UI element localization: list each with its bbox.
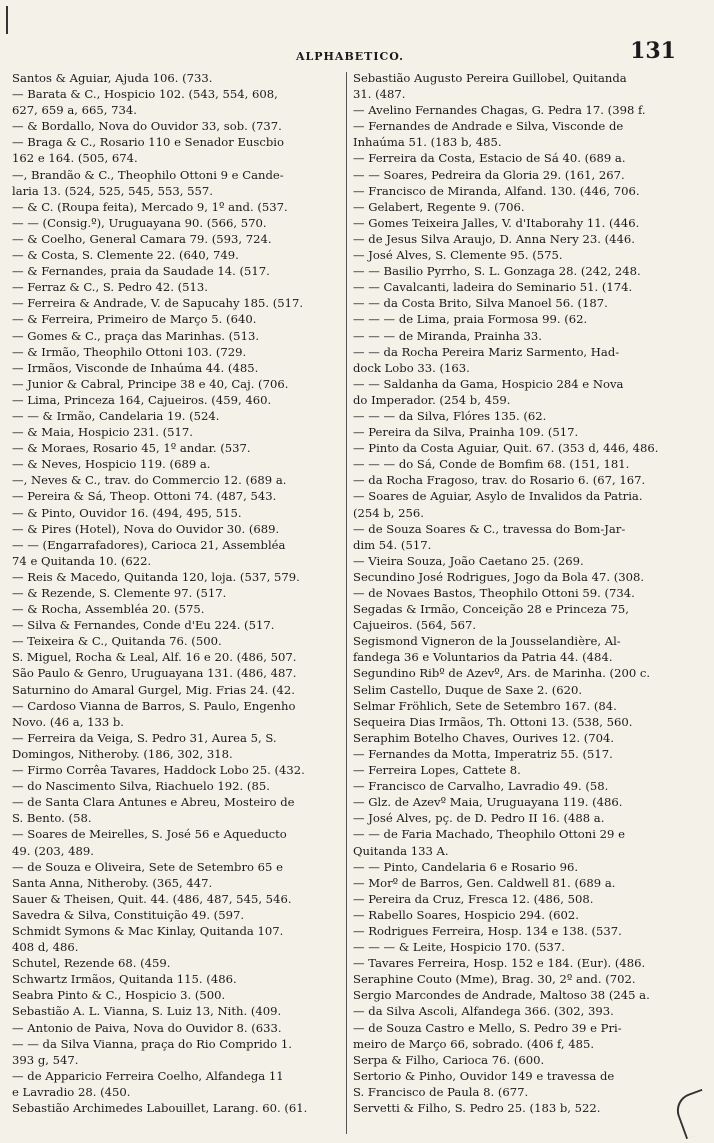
directory-line: 408 d, 486. [12,940,79,955]
directory-line: — — da Silva Vianna, praça do Rio Comprido 1. [12,1036,292,1051]
directory-line: — Antonio de Paiva, Nova do Ouvidor 8. (633. [12,1020,282,1035]
directory-line: Sebastião Archimedes Labouillet, Larang. 60. (61. [12,1101,308,1115]
directory-line: — de Souza Soares & C., travessa do Bom-Jar- [353,521,626,536]
directory-line: — do Nascimento Silva, Riachuelo 192. (85. [12,779,270,794]
directory-line: Sauer & Theisen, Quit. 44. (486, 487, 545, 546. [12,891,292,906]
directory-line: — — Basilio Pyrrho, S. L. Gonzaga 28. (242, 248. [353,264,641,279]
directory-line: (254 b, 256. [353,505,424,520]
directory-line: Sebastião Augusto Pereira Guillobel, Quitanda [353,71,627,85]
page-number: 131 [630,38,676,64]
directory-line: — Teixeira & C., Quitanda 76. (500. [12,634,222,649]
directory-line: Santa Anna, Nitheroby. (365, 447. [12,875,213,890]
directory-line: — Rodrigues Ferreira, Hosp. 134 e 138. (537. [353,923,622,938]
directory-line: 31. (487. [353,87,406,102]
directory-line: Selmar Fröhlich, Sete de Setembro 167. (84. [353,698,617,713]
directory-line: Saturnino do Amaral Gurgel, Mig. Frias 24. (42. [12,682,295,697]
directory-line: — — Cavalcanti, ladeira do Seminario 51. (174. [353,280,633,295]
directory-line: Quitanda 133 A. [353,843,449,858]
directory-line: — José Alves, S. Clemente 95. (575. [353,248,563,263]
directory-line: Savedra & Silva, Constituição 49. (597. [12,907,245,922]
directory-line: — Firmo Corrêa Tavares, Haddock Lobo 25. (432. [12,763,305,778]
directory-line: dim 54. (517. [353,537,432,552]
directory-line: — — & Irmão, Candelaria 19. (524. [12,408,220,423]
directory-line: — Fernandes de Andrade e Silva, Visconde de [353,119,624,134]
directory-line: — Barata & C., Hospicio 102. (543, 554, 608, [12,87,278,102]
directory-line: — & Neves, Hospicio 119. (689 a. [12,457,211,472]
directory-line: — — Pinto, Candelaria 6 e Rosario 96. [353,859,579,874]
directory-line: 162 e 164. (505, 674. [12,151,138,166]
directory-line: Segismond Vigneron de la Jousselandière, Al- [353,634,621,649]
directory-line: — — de Faria Machado, Theophilo Ottoni 29 e [353,827,625,842]
directory-line: — da Rocha Fragoso, trav. do Rosario 6. (67, 167. [353,473,646,488]
directory-line: — Pinto da Costa Aguiar, Quit. 67. (353 d, 446, 486. [353,441,659,456]
margin-mark [6,6,8,34]
directory-line: — — (Consig.º), Uruguayana 90. (566, 570. [12,215,267,230]
directory-line: — & Costa, S. Clemente 22. (640, 749. [12,248,239,263]
directory-line: — Junior & Cabral, Principe 38 e 40, Caj. (706. [12,376,289,391]
directory-line: Novo. (46 a, 133 b. [12,714,124,729]
directory-line: — Tavares Ferreira, Hosp. 152 e 184. (Eur). (486. [353,956,646,971]
directory-line: laria 13. (524, 525, 545, 553, 557. [12,183,213,198]
directory-line: — Ferreira da Costa, Estacio de Sá 40. (689 a. [353,151,626,166]
directory-line: —, Brandão & C., Theophilo Ottoni 9 e Cande- [12,167,284,182]
directory-line: — & Pires (Hotel), Nova do Ouvidor 30. (689. [12,521,280,536]
directory-line: dock Lobo 33. (163. [353,360,470,375]
directory-line: — Pereira da Silva, Prainha 109. (517. [353,425,579,440]
directory-line: — de Santa Clara Antunes e Abreu, Mosteiro de [12,795,295,810]
directory-line: — & Maia, Hospicio 231. (517. [12,425,193,440]
directory-line: — Ferreira Lopes, Cattete 8. [353,763,521,778]
directory-line: — & Rocha, Assembléa 20. (575. [12,602,205,617]
directory-line: Schmidt Symons & Mac Kinlay, Quitanda 107. [12,923,284,938]
directory-line: meiro de Março 66, sobrado. (406 f, 485. [353,1036,595,1051]
directory-line: — & Irmão, Theophilo Ottoni 103. (729. [12,344,247,359]
directory-line: do Imperador. (254 b, 459. [353,392,511,407]
directory-line: fandega 36 e Voluntarios da Patria 44. (484. [353,650,613,665]
directory-line: — Silva & Fernandes, Conde d'Eu 224. (517. [12,618,275,633]
directory-line: Serpa & Filho, Carioca 76. (600. [353,1052,545,1067]
directory-line: — Cardoso Vianna de Barros, S. Paulo, Engenho [12,698,296,713]
directory-line: — Gelabert, Regente 9. (706. [353,199,525,214]
directory-line: — & C. (Roupa feita), Mercado 9, 1º and. (537. [12,199,288,214]
directory-line: 74 e Quitanda 10. (622. [12,553,152,568]
directory-line: Seraphine Couto (Mme), Brag. 30, 2º and. (702. [353,972,636,987]
directory-line: — José Alves, pç. de D. Pedro II 16. (488 a. [353,811,605,826]
directory-line: — da Silva Ascoli, Alfandega 366. (302, 393. [353,1004,614,1019]
directory-line: Sequeira Dias Irmãos, Th. Ottoni 13. (538, 560. [353,714,633,729]
directory-line: Schwartz Irmãos, Quitanda 115. (486. [12,972,237,987]
directory-line: — Braga & C., Rosario 110 e Senador Euscbio [12,135,284,150]
directory-line: Seraphim Botelho Chaves, Ourives 12. (704. [353,730,615,745]
directory-line: — de Novaes Bastos, Theophilo Ottoni 59. (734. [353,586,635,600]
directory-line: — Fernandes da Motta, Imperatriz 55. (517. [353,746,613,761]
directory-line: — Vieira Souza, João Caetano 25. (269. [353,553,584,568]
directory-line: — — — de Miranda, Prainha 33. [353,328,542,343]
directory-line: Schutel, Rezende 68. (459. [12,956,171,971]
directory-line: — de Jesus Silva Araujo, D. Anna Nery 23. (446. [353,231,635,246]
directory-line: — — Saldanha da Gama, Hospicio 284 e Nova [353,376,624,391]
directory-line: —, Neves & C., trav. do Commercio 12. (689 a. [12,473,287,488]
directory-line: — Pereira & Sá, Theop. Ottoni 74. (487, 543. [12,489,277,504]
directory-line: — & Ferreira, Primeiro de Março 5. (640. [12,312,257,327]
directory-line: Servetti & Filho, S. Pedro 25. (183 b, 522. [353,1101,601,1115]
directory-line: — & Coelho, General Camara 79. (593, 724. [12,231,272,246]
directory-line: — Rabello Soares, Hospicio 294. (602. [353,907,579,922]
directory-line: Sertorio & Pinho, Ouvidor 149 e travessa de [353,1068,615,1083]
directory-line: — Gomes & C., praça das Marinhas. (513. [12,328,260,343]
directory-line: Domingos, Nitheroby. (186, 302, 318. [12,746,233,761]
directory-line: — de Apparicio Ferreira Coelho, Alfandega 11 [12,1068,284,1083]
directory-line: S. Miguel, Rocha & Leal, Alf. 16 e 20. (486, 507. [12,650,297,665]
directory-line: — Reis & Macedo, Quitanda 120, loja. (537, 579. [12,569,300,584]
directory-line: — Glz. de Azevº Maia, Uruguayana 119. (486. [353,795,623,810]
directory-line: — Soares de Meirelles, S. José 56 e Aqueducto [12,827,287,842]
right-column [353,70,684,1116]
directory-line: 49. (203, 489. [12,843,94,858]
directory-line: — Soares de Aguiar, Asylo de Invalidos da Patria. [353,489,643,504]
directory-line: — & Rezende, S. Clemente 97. (517. [12,586,227,600]
directory-line: Sergio Marcondes de Andrade, Maltoso 38 (245 a. [353,988,650,1003]
left-column [12,70,346,1116]
directory-line: Segadas & Irmão, Conceição 28 e Princeza 75, [353,602,629,617]
directory-line: — — da Costa Brito, Silva Manoel 56. (187. [353,296,608,311]
running-title: ALPHABETICO. [296,50,405,63]
directory-line: 627, 659 a, 665, 734. [12,103,137,118]
directory-line: S. Bento. (58. [12,811,92,826]
page-header [0,38,714,68]
directory-line: Selim Castello, Duque de Saxe 2. (620. [353,682,583,697]
directory-line: — & Pinto, Ouvidor 16. (494, 495, 515. [12,505,242,520]
directory-line: — de Souza Castro e Mello, S. Pedro 39 e Pri- [353,1020,622,1035]
directory-line: — Francisco de Carvalho, Lavradio 49. (58. [353,779,609,794]
directory-line: — Avelino Fernandes Chagas, G. Pedra 17. (398 f. [353,103,646,118]
directory-line: — Gomes Teixeira Jalles, V. d'Itaborahy 11. (446. [353,215,640,230]
directory-line: — Pereira da Cruz, Fresca 12. (486, 508. [353,891,594,906]
directory-line: Santos & Aguiar, Ajuda 106. (733. [12,71,213,85]
directory-line: — — — & Leite, Hospicio 170. (537. [353,940,565,955]
directory-line: e Lavradio 28. (450. [12,1084,131,1099]
directory-line: — & Moraes, Rosario 45, 1º andar. (537. [12,441,251,456]
directory-line: Segundino Ribº de Azevº, Ars. de Marinha. (200 c. [353,666,651,681]
directory-line: — Francisco de Miranda, Alfand. 130. (446, 706. [353,183,640,198]
directory-line: — — da Rocha Pereira Mariz Sarmento, Had- [353,344,620,359]
directory-line: — Ferreira & Andrade, V. de Sapucahy 185. (517. [12,296,304,311]
directory-line: — Ferraz & C., S. Pedro 42. (513. [12,280,208,295]
directory-line: — — (Engarrafadores), Carioca 21, Assembléa [12,537,286,552]
directory-line: 393 g, 547. [12,1052,79,1067]
directory-line: Inhaúma 51. (183 b, 485. [353,135,502,150]
directory-line: — — Soares, Pedreira da Gloria 29. (161, 267. [353,167,625,182]
directory-line: Cajueiros. (564, 567. [353,618,477,633]
column-divider [346,72,347,1134]
directory-line: — de Souza e Oliveira, Sete de Setembro 65 e [12,859,283,874]
directory-line: — Morº de Barros, Gen. Caldwell 81. (689 a. [353,875,616,890]
directory-line: S. Francisco de Paula 8. (677. [353,1084,529,1099]
directory-line: — Irmãos, Visconde de Inhaúma 44. (485. [12,360,259,375]
directory-line: — Ferreira da Veiga, S. Pedro 31, Aurea 5, S. [12,730,277,745]
directory-line: — & Bordallo, Nova do Ouvidor 33, sob. (737. [12,119,282,134]
directory-line: — Lima, Princeza 164, Cajueiros. (459, 460. [12,392,272,407]
directory-line: Sebastião A. L. Vianna, S. Luiz 13, Nith. (409. [12,1004,282,1019]
directory-line: São Paulo & Genro, Uruguayana 131. (486, 487. [12,666,297,681]
directory-line: — & Fernandes, praia da Saudade 14. (517. [12,264,270,279]
directory-line: Secundino José Rodrigues, Jogo da Bola 47. (308. [353,569,645,584]
directory-line: Seabra Pinto & C., Hospicio 3. (500. [12,988,226,1003]
directory-line: — — — do Sá, Conde de Bomfim 68. (151, 181. [353,457,630,472]
directory-line: — — — de Lima, praia Formosa 99. (62. [353,312,588,327]
directory-line: — — — da Silva, Flóres 135. (62. [353,408,547,423]
